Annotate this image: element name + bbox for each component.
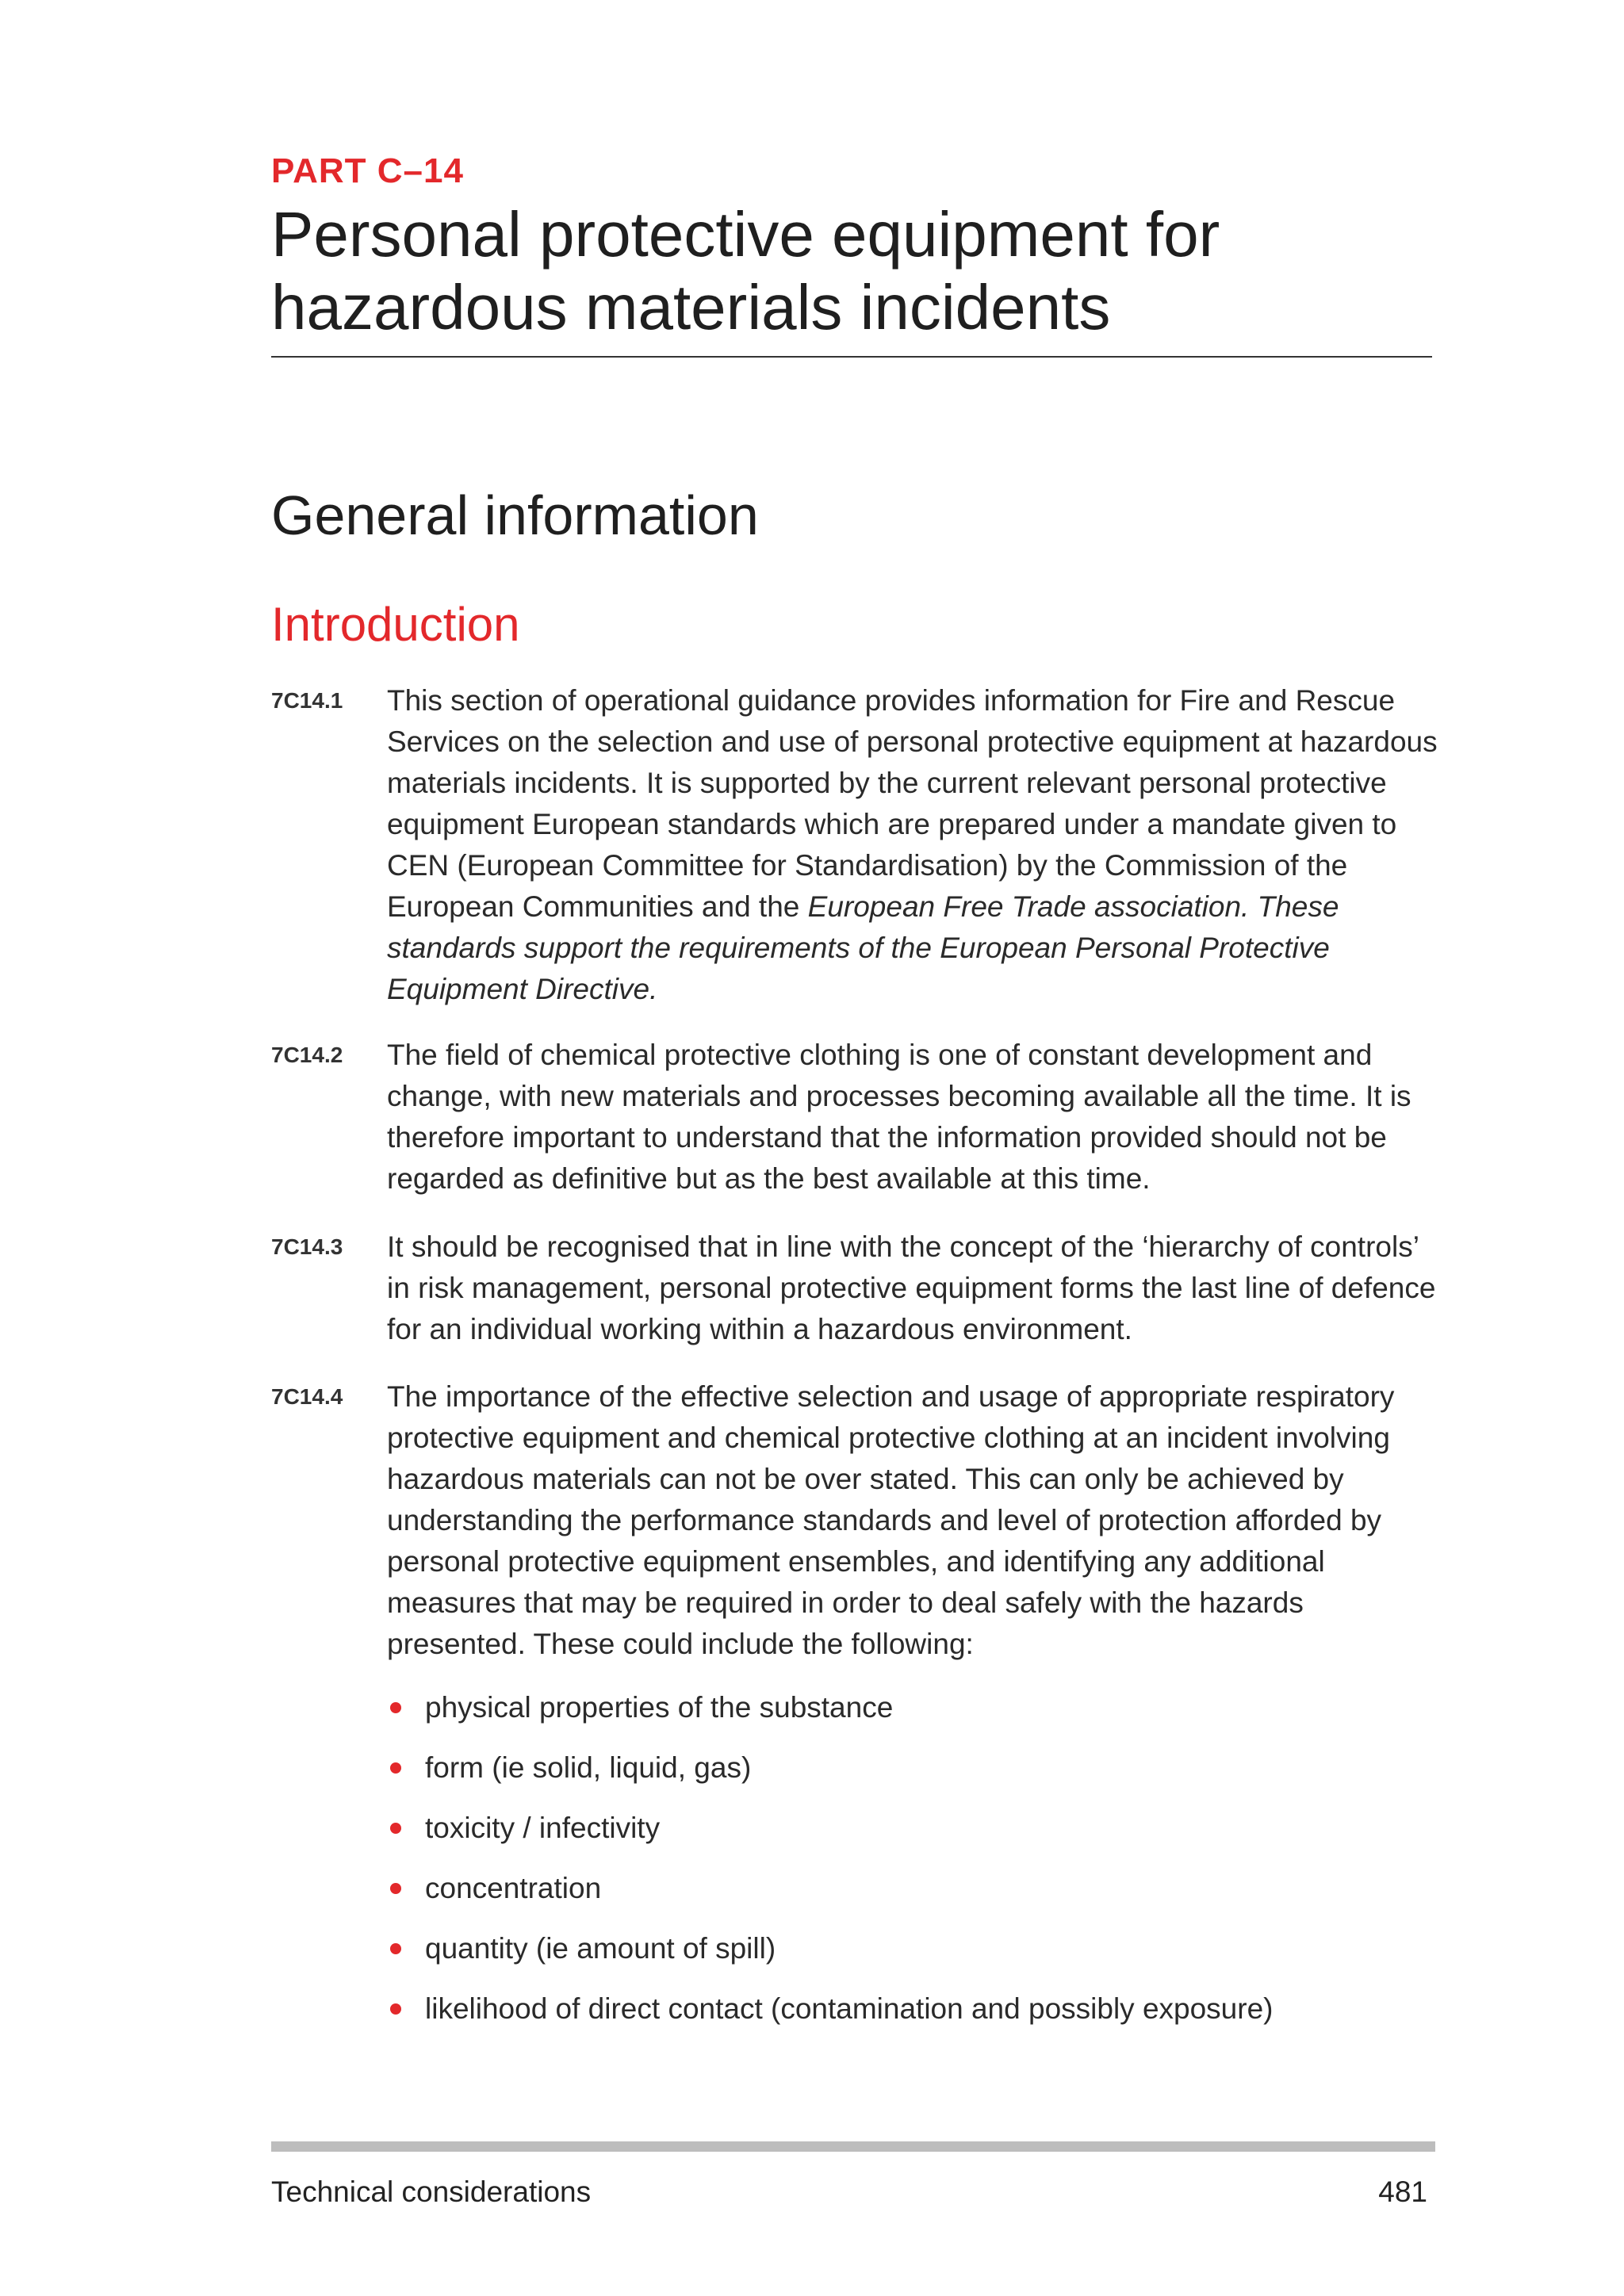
paragraph-number: 7C14.1 — [271, 688, 343, 713]
footer-section-name: Technical considerations — [271, 2175, 592, 2208]
list-item — [387, 1687, 1273, 1747]
list-item — [387, 1928, 1273, 1988]
paragraph-text: The field of chemical protective clothing is one of constant development and change, with new materials and processes becoming available all the time. It is therefore important to understand that the information provided should not be regarded as definitive but as the best available at this time. — [387, 1039, 1411, 1195]
list-item — [387, 1747, 1273, 1808]
paragraph-number: 7C14.3 — [271, 1234, 343, 1259]
paragraph-number: 7C14.2 — [271, 1043, 343, 1067]
title-divider — [271, 356, 1432, 358]
paragraph-text: The importance of the effective selection and usage of appropriate respiratory protective equipment and chemical protective clothing at an incident involving hazardous materials can not be over stated. This can only be achieved by understanding the performance standards and level of protection afforded by personal protective equipment ensembles, and identifying any additional measures that may be required in order to deal safely with the hazards presented. These could include the following: — [387, 1380, 1395, 1660]
list-item-text: toxicity / infectivity — [425, 1812, 661, 1844]
list-item-text: quantity (ie amount of spill) — [425, 1932, 776, 1965]
paragraph-number: 7C14.4 — [271, 1384, 343, 1409]
section-heading: General information — [271, 484, 759, 546]
bullet-dot-icon — [390, 2003, 401, 2015]
list-item — [387, 1988, 1273, 2049]
part-label: PART C–14 — [271, 151, 464, 190]
paragraph-text — [387, 680, 1438, 1010]
paragraph-text-italic: European Free Trade association. These standards support the requirements of the European Personal Protective Equipment Directive. — [387, 890, 1339, 1005]
bullet-dot-icon — [390, 1823, 401, 1834]
bullet-dot-icon — [390, 1943, 401, 1954]
bullet-dot-icon — [390, 1883, 401, 1894]
bullet-dot-icon — [390, 1762, 401, 1774]
hazard-factor-list — [387, 1687, 1273, 2049]
list-item-text: concentration — [425, 1872, 602, 1904]
list-item-text: form (ie solid, liquid, gas) — [425, 1751, 752, 1784]
footer-divider — [271, 2141, 1435, 2152]
list-item-text: physical properties of the substance — [425, 1691, 894, 1724]
list-item-text: likelihood of direct contact (contamination and possibly exposure) — [425, 1992, 1274, 2025]
paragraph-text-plain: This section of operational guidance provides information for Fire and Rescue Services on the selection and use of personal protective equipment at hazardous materials incidents. It is supported by the current relevant personal protective equipment European standards which are prepared under a mandate given to CEN (European Committee for Standardisation) by the Commission of the European Communities and the — [387, 684, 1438, 923]
bullet-dot-icon — [390, 1702, 401, 1713]
list-item — [387, 1808, 1273, 1868]
page-number: 481 — [1378, 2175, 1427, 2208]
page-title: Personal protective equipment for hazardous materials incidents — [271, 199, 1220, 342]
subsection-heading: Introduction — [271, 598, 520, 651]
list-item — [387, 1868, 1273, 1928]
paragraph-text: It should be recognised that in line with the concept of the ‘hierarchy of controls’ in risk management, personal protective equipment forms the last line of defence for an individual working within a hazardous environment. — [387, 1230, 1436, 1345]
